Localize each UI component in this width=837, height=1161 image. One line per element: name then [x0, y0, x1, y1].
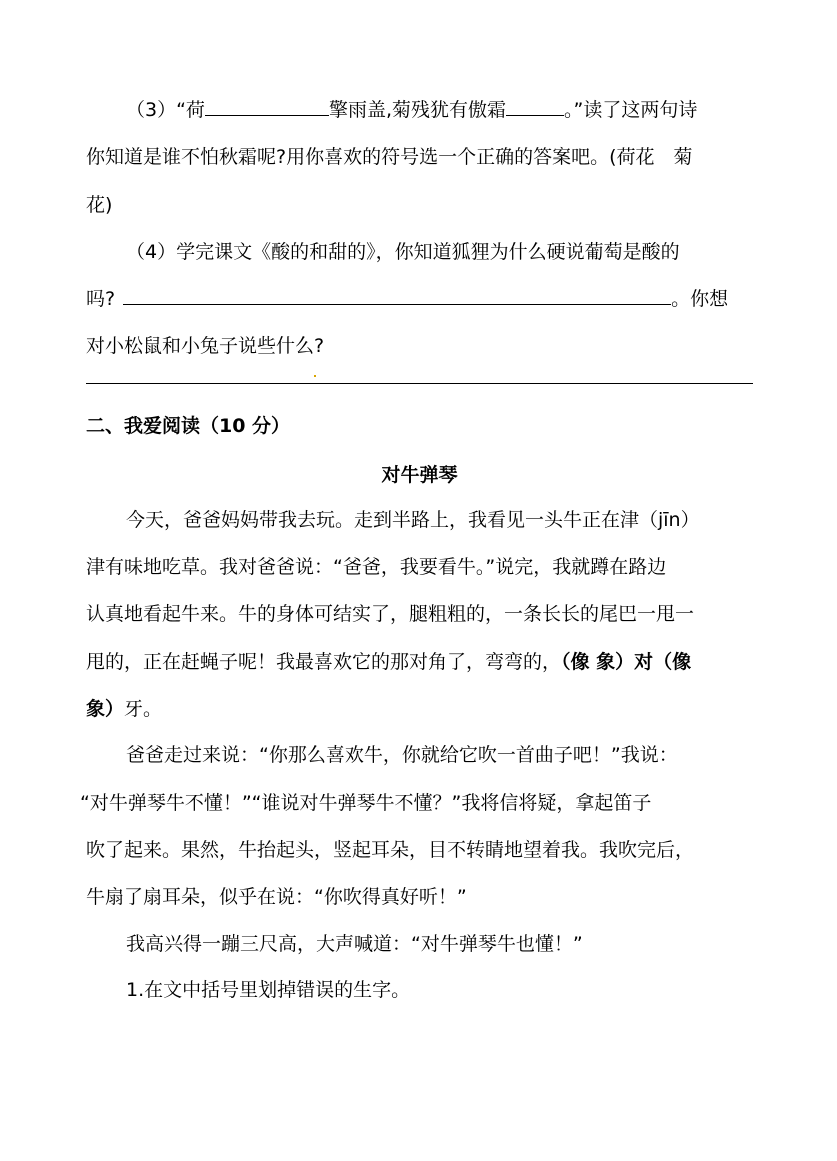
story-p1-line-1 [126, 507, 753, 533]
q3-line-1 [126, 97, 697, 123]
q3-line-3: 花) [86, 194, 113, 216]
q4-answer-blank[interactable] [123, 286, 671, 305]
q3-suffix: 。”读了这两句诗 [563, 99, 698, 121]
q4-prefix: 吗? [86, 288, 116, 310]
story-p1-line-4 [86, 649, 691, 675]
q4-answer-line[interactable] [86, 383, 753, 384]
story-text: 牙。 [124, 698, 163, 720]
q4-line-1: （4）学完课文《酸的和甜的》，你知道狐狸为什么硬说葡萄是酸的 [126, 241, 680, 263]
story-p2-line-3: 吹了起来。果然，牛抬起头，竖起耳朵，目不转睛地望着我。我吹完后， [86, 839, 695, 861]
q3-line-2: 你知道是谁不怕秋霜呢?用你喜欢的符号选一个正确的答案吧。(荷花 菊 [86, 146, 693, 168]
q4-line-2 [86, 286, 728, 312]
story-text: 今天，爸爸妈妈带我去玩。走到半路上，我看见一头牛正在津（jīn） [126, 509, 700, 531]
story-p1-line-3: 认真地看起牛来。牛的身体可结实了，腿粗粗的，一条长长的尾巴一甩一 [86, 603, 695, 625]
q4-line-3: 对小松鼠和小兔子说些什么? [86, 335, 325, 357]
choice-brackets-end[interactable]: 象） [86, 698, 125, 720]
task-1: 1.在文中括号里划掉错误的生字。 [126, 979, 411, 1001]
story-p1-line-5 [86, 696, 162, 722]
q3-blank-2[interactable] [506, 97, 564, 116]
story-p2-line-2: “对牛弹琴牛不懂！”“谁说对牛弹琴牛不懂？”我将信将疑，拿起笛子 [80, 792, 652, 814]
story-p1-line-2: 津有味地吃草。我对爸爸说：“爸爸，我要看牛。”说完，我就蹲在路边 [86, 556, 667, 578]
q4-suffix: 。你想 [671, 288, 729, 310]
choice-brackets[interactable]: （像 象）对（像 [561, 651, 692, 673]
story-p2-line-4: 牛扇了扇耳朵，似乎在说：“你吹得真好听！” [86, 886, 467, 908]
story-text: 甩的，正在赶蝇子呢！我最喜欢它的那对角了，弯弯的， [86, 651, 562, 673]
story-title: 对牛弹琴 [381, 464, 458, 486]
story-p2-line-1: 爸爸走过来说：“你那么喜欢牛，你就给它吹一首曲子吧！”我说： [126, 744, 678, 766]
section-heading: 二、我爱阅读（10 分） [86, 415, 291, 437]
q3-blank-1[interactable] [205, 97, 329, 116]
q3-mid: 擎雨盖,菊残犹有傲霜 [328, 99, 506, 121]
q3-prefix: （3）“荷 [126, 99, 205, 121]
story-p3: 我高兴得一蹦三尺高，大声喊道：“对牛弹琴牛也懂！” [126, 933, 583, 955]
stray-mark [314, 375, 316, 377]
